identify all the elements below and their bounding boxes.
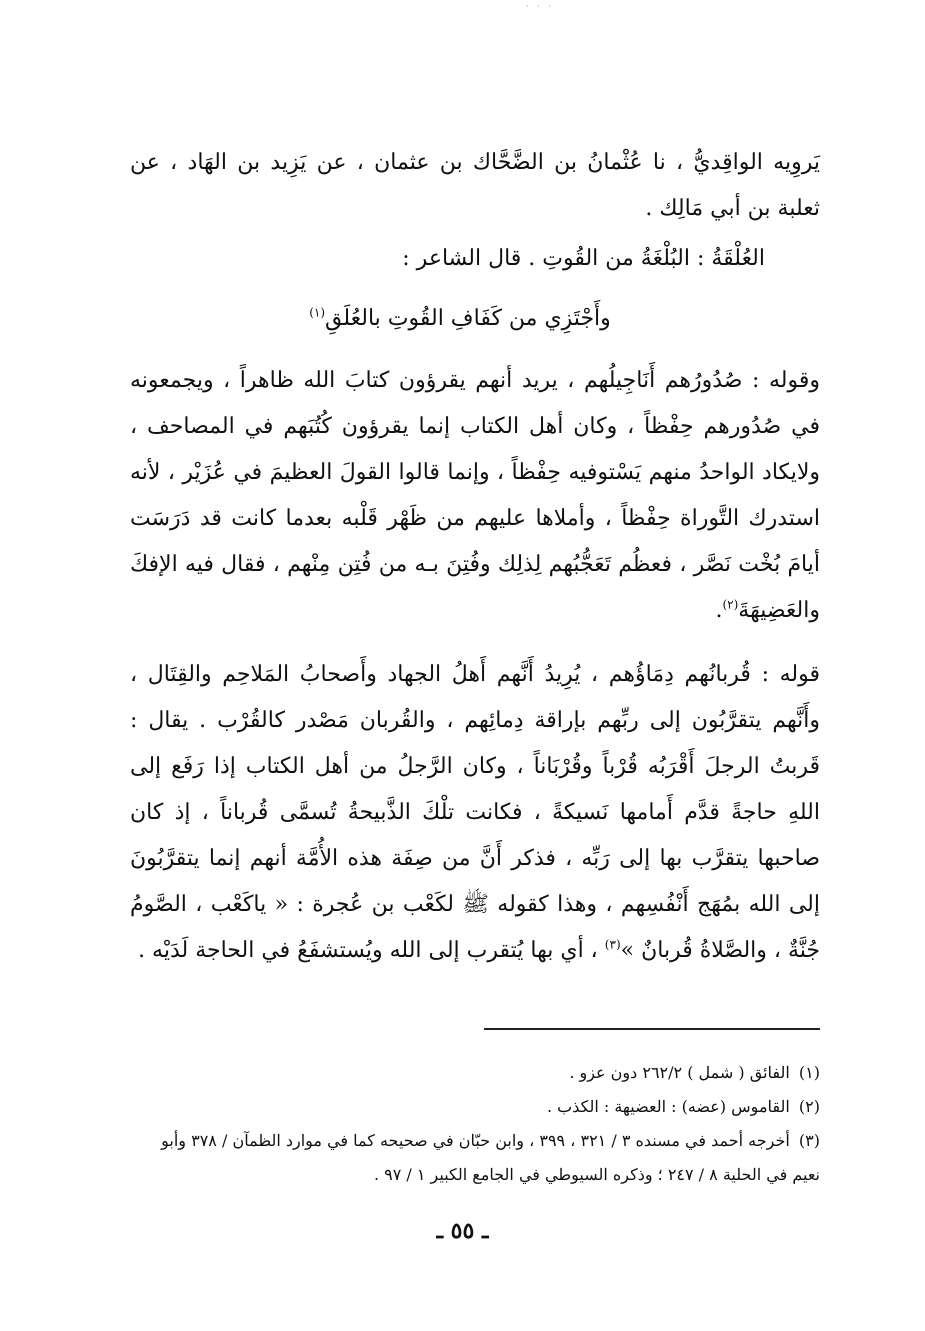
footnotes-section bbox=[130, 1056, 820, 1192]
footnote-number: (١) bbox=[798, 1063, 820, 1082]
paragraph-qurban bbox=[130, 652, 820, 974]
paragraph-narration bbox=[130, 140, 820, 232]
poetry-verse bbox=[200, 296, 720, 342]
entry-heading bbox=[125, 236, 765, 282]
paragraph-text: قوله : قُربانُهم دِمَاؤُهم ، يُرِيدُ أَنَّهم أَهلُ الجهاد وأَصحابُ المَلاحِم والقِتَال ، وأَنَّهم يتقرَّبُون إلى ربِّهم بإراقة دِمائِهم ، والقُربان مَصْدر كالقُرْب . يقال : قَربتُ الرجلَ أَقْرَبُه قُرْباً وقُرْبَاناً ، وكان الرَّجلُ من أهل الكتاب إذا رَفَع إلى اللهِ حاجةً قدَّم أَمامها نَسيكةً ، فكانت تلْكَ الذَّبيحةُ تُسمَّى قُرباناً ، إذ كان صاحبها يتقرَّب بها إلى رَبِّه ، فذكر أَنَّ من صِفَة هذه الأُمَّة أنهم إنما يتقرَّبُونَ إلى الله بمُهَج أَنْفُسِهم ، وهذا كقوله ﷺ لكَعْب بن عُجرة : « ياكَعْب ، الصَّومُ جُنَّةٌ ، والصَّلاةُ قُربانٌ » bbox=[130, 662, 820, 963]
footnote-text: القاموس (عضه) : العضيهة : الكذب . bbox=[546, 1097, 790, 1116]
footnote-item bbox=[130, 1056, 820, 1090]
footnote-item bbox=[130, 1124, 820, 1192]
footnote-item bbox=[130, 1090, 820, 1124]
page-number: ـ ٥٥ ـ bbox=[436, 1218, 489, 1244]
paragraph-sudur bbox=[130, 358, 820, 634]
footnote-text: الفائق ( شمل ) ٢٦٢/٢ دون عزو . bbox=[569, 1063, 790, 1082]
footnote-ref-3[interactable]: (٣) bbox=[604, 937, 621, 952]
footnote-divider bbox=[484, 1028, 820, 1030]
footnote-text: أخرجه أحمد في مسنده ٣ / ٣٢١ ، ٣٩٩ ، وابن حبّان في صحيحه كما في موارد الظمآن / ٣٧٨ وأبو نعيم في الحلية ٨ / ٢٤٧ ؛ وذكره السيوطي في الجامع الكبير ١ / ٩٧ . bbox=[161, 1131, 820, 1184]
paragraph-text: يَروِيه الواقِديُّ ، نا عُثْمانُ بن الضَّحَّاك بن عثمان ، عن يَزِيد بن الهَاد ، عن ثعلبة بن أبي مَالِك . bbox=[130, 150, 820, 221]
paragraph-text: وقوله : صُدُورُهم أَنَاجِيلُهم ، يريد أنهم يقرؤون كتابَ الله ظاهراً ، ويجمعونه في صُدُورهم حِفْظاً ، وكان أهل الكتاب إنما يقرؤون كُتُبَهم في المصاحف ، ولايكاد الواحدُ منهم يَسْتوفيه حِفْظاً ، وإنما قالوا القولَ العظيمَ في عُزَيْر ، لأنه استدرك التَّوراة حِفْظاً ، وأملاها عليهم من ظَهْر قَلْبه بعدما كانت قد دَرَسَت أيامَ بُخْت نَصَّر ، فعظُم تَعَجُّبُهم لِذلِك وفُتِنَ بـه من فُتِن مِنْهم ، فقال فيه الإفكَ والعَضِيهَةَ bbox=[130, 368, 820, 623]
paragraph-text-cont: ، أي بها يُتقرب إلى الله ويُستشفَعُ في الحاجة لَدَيْه . bbox=[138, 938, 598, 963]
verse-text: وأَجْتَزِي من كَفَافِ القُوتِ بالعُلَقِ bbox=[325, 306, 611, 331]
heading-text: العُلْقَةُ : البُلْغَةُ من القُوتِ . قال الشاعر : bbox=[402, 246, 765, 271]
footnote-ref-1[interactable]: (١) bbox=[309, 305, 326, 320]
footnote-number: (٣) bbox=[798, 1131, 820, 1150]
footnote-ref-2[interactable]: (٢) bbox=[722, 597, 739, 612]
paragraph-end: . bbox=[715, 598, 723, 623]
footnote-number: (٢) bbox=[798, 1097, 820, 1116]
scan-speck: · · · bbox=[526, 2, 554, 11]
